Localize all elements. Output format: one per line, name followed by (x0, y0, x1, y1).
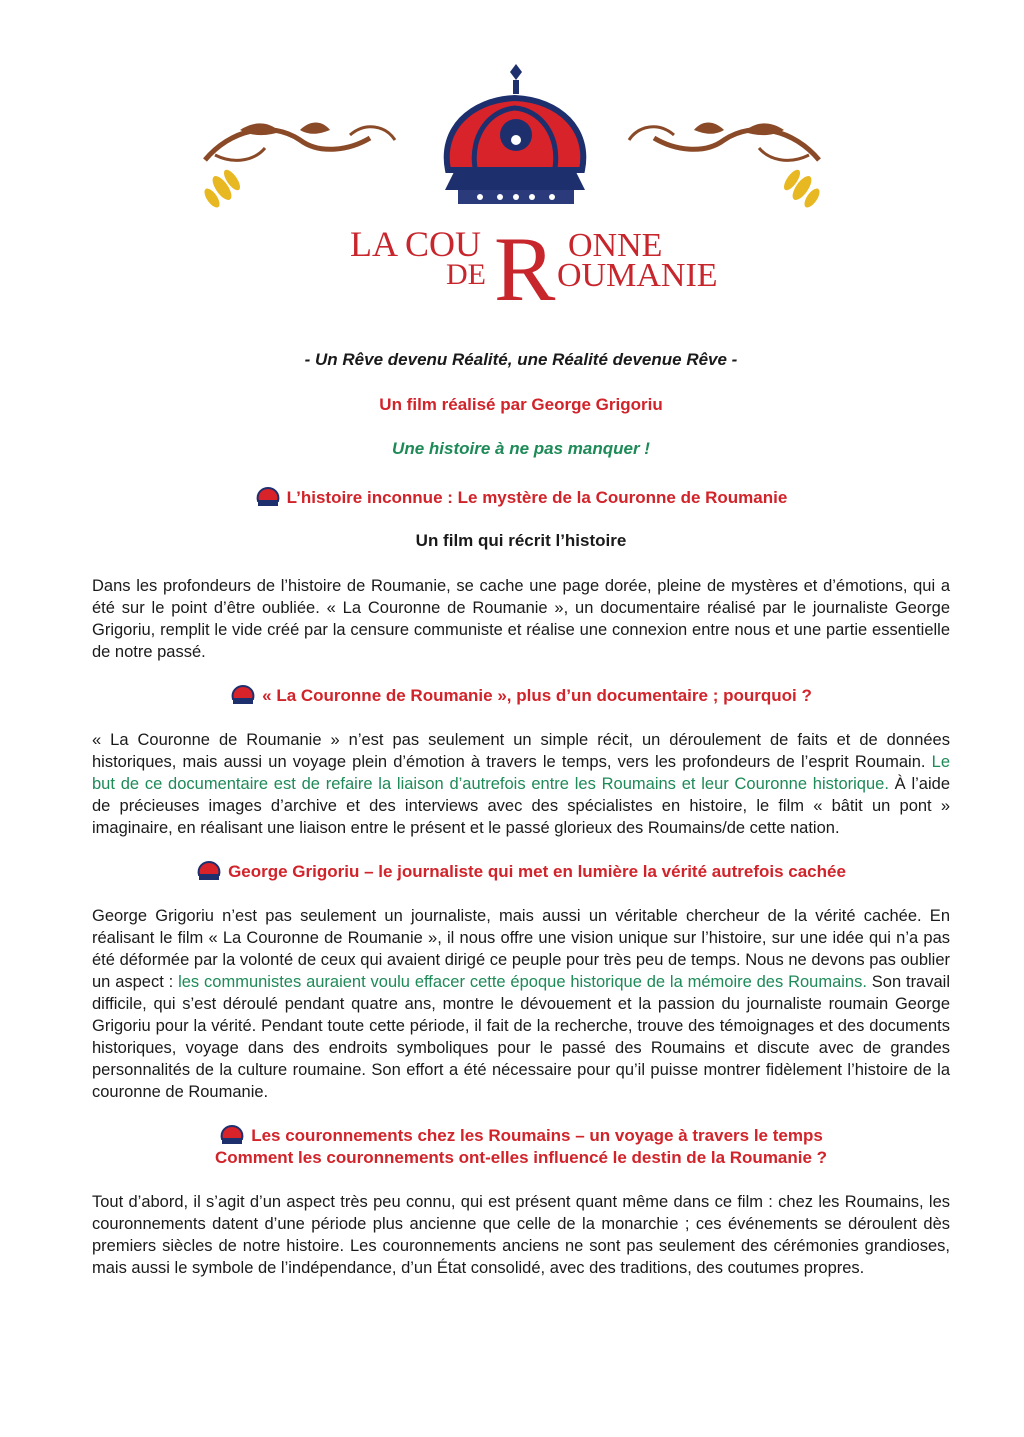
crown-logo-graphic (0, 60, 1024, 330)
logo-line2a: DE (446, 258, 486, 291)
author-line: Un film réalisé par George Grigoriu (379, 395, 663, 414)
crown-icon (255, 487, 281, 507)
section-title-2 (92, 685, 950, 707)
right-ornament-icon (629, 123, 822, 210)
crown-icon (230, 685, 256, 705)
section-title-text: George Grigoriu – le journaliste qui met en lumière la vérité autrefois cachée (228, 862, 846, 881)
crown-icon (219, 1125, 245, 1145)
paragraph-text: George Grigoriu n’est pas seulement un journaliste, mais aussi un véritable chercheur de la vérité cachée. En réalisant le film « La Couronne de Roumanie », il nous offre une vision unique sur l’histoire, sur une idée qui n’a pas été déformée par la volonté de ceux qui avaient dirigé ce peuple pour très peu de temps. Nous ne devons pas oublier un aspect : (92, 907, 950, 991)
logo-big-letter: R (494, 218, 556, 320)
section-title-4 (92, 1125, 950, 1169)
paragraph-3 (92, 905, 950, 1103)
header-logo (0, 60, 1024, 330)
paragraph-4: Tout d’abord, il s’agit d’un aspect très peu connu, qui est présent quant même dans ce film : chez les Roumains, les couronnements datent d’une période plus ancienne que celle de la monarchie ; ces événements se déroulent dès premiers siècles de notre histoire. Les couronnements anciens ne sont pas seulement des cérémonies grandioses, mais aussi le symbole de l’indépendance, d’un État consolidé, avec des traditions, des coutumes propres. (92, 1193, 950, 1277)
section-subtitle: Un film qui récrit l’histoire (415, 531, 627, 550)
section-title-text: L’histoire inconnue : Le mystère de la Couronne de Roumanie (286, 488, 788, 507)
crown-icon (196, 861, 222, 881)
tagline: - Un Rêve devenu Réalité, une Réalité devenue Rêve - (304, 350, 738, 369)
section-title-text: Les couronnements chez les Roumains – un voyage à travers le temps (251, 1126, 823, 1145)
paragraph-text: « La Couronne de Roumanie » n’est pas seulement un simple récit, un déroulement de faits et de données historiques, mais aussi un voyage plein d’émotion à travers le temps, vers les profondeurs de l’esprit Roumain. (92, 731, 950, 771)
logo-line1b: ONNE (568, 227, 663, 264)
paragraph-text: À l’aide de précieuses images d’archive et des interviews avec des spécialistes en histoire, le film « bâtit un pont » imaginaire, en réalisant une liaison entre le présent et le passé glorieux des Roumains/de cette nation. (92, 775, 950, 837)
paragraph-1: Dans les profondeurs de l’histoire de Roumanie, se cache une page dorée, pleine de mystères et d’émotions, qui a été sur le point d’être oubliée. « La Couronne de Roumanie », un documentaire réalisé par le journaliste George Grigoriu, remplit le vide créé par la censure communiste et réalise une connexion entre nous et une partie essentielle de notre passé. (92, 577, 950, 661)
logo-wordmark (350, 218, 718, 320)
paragraph-2 (92, 729, 950, 839)
section-title-text-2: Comment les couronnements ont-elles influencé le destin de la Roumanie ? (214, 1148, 828, 1167)
hook-line: Une histoire à ne pas manquer ! (392, 439, 650, 458)
section-title-3 (92, 861, 950, 883)
paragraph-highlight: les communistes auraient voulu effacer cette époque historique de la mémoire des Roumains. (178, 973, 867, 991)
section-title-1 (92, 487, 950, 509)
paragraph-text: Son travail difficile, qui s’est déroulé pendant quatre ans, montre le dévouement et la passion du journaliste roumain George Grigoriu pour la vérité. Pendant toute cette période, il fait de la recherche, trouve des témoignages et des documents historiques, voyage dans des endroits symboliques pour le passé des Roumains et discute avec de grandes personnalités de la culture roumaine. Son effort a été nécessaire pour qu’il puisse montrer fidèlement l’histoire de la couronne de Roumanie. (92, 973, 950, 1101)
crown-icon (445, 64, 585, 204)
logo-line2b: OUMANIE (557, 257, 718, 294)
document-body (92, 350, 950, 1279)
left-ornament-icon (202, 123, 395, 210)
logo-line1a: LA COU (350, 224, 482, 264)
section-title-text: « La Couronne de Roumanie », plus d’un documentaire ; pourquoi ? (262, 686, 812, 705)
paragraph-highlight: Le but de ce documentaire est de refaire la liaison d’autrefois entre les Roumains et leur Couronne historique. (92, 753, 950, 793)
